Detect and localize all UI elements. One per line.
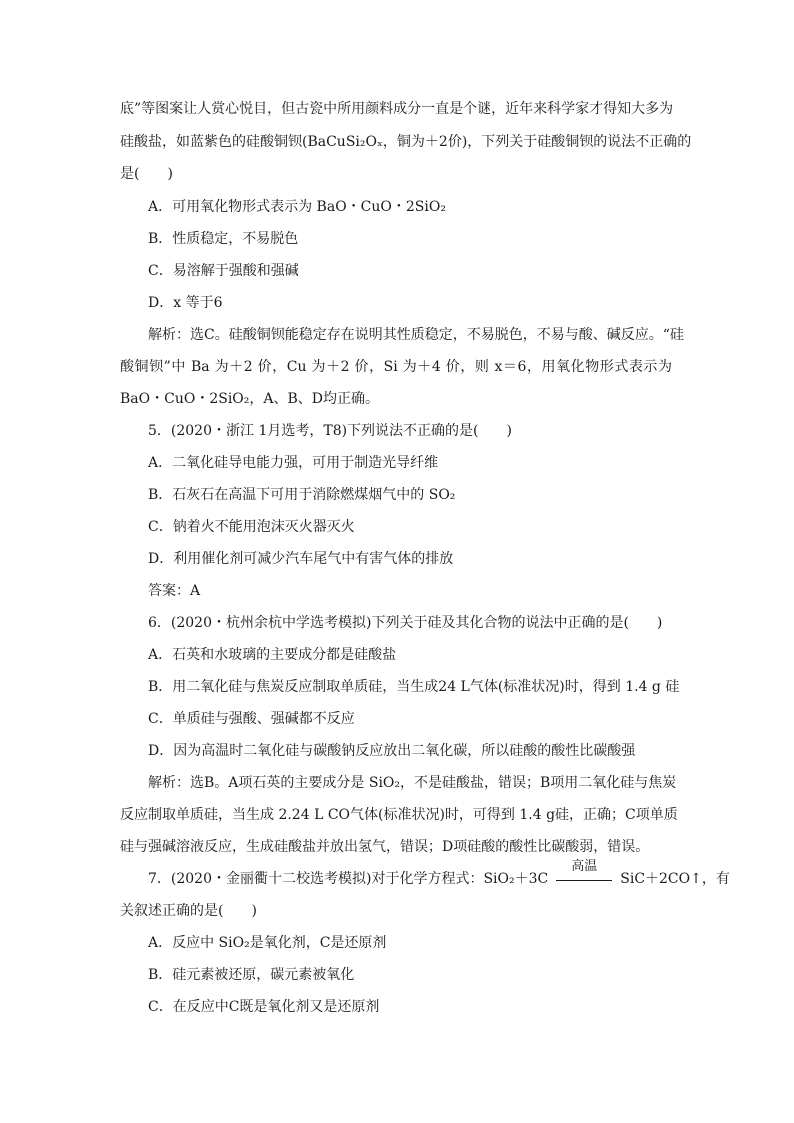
q6-analysis-line-3: 硅与强碱溶液反应，生成硅酸盐并放出氢气，错误；D项硅酸的酸性比碳酸弱，错误。 — [120, 839, 650, 855]
q5-option-c: C．钠着火不能用泡沫灭火器灭火 — [148, 519, 355, 535]
q7-stem-line-2: 关叙述正确的是( ) — [120, 903, 257, 919]
q6-analysis-line-2: 反应制取单质硅，当生成 2.24 L CO气体(标准状况)时，可得到 1.4 g硅，正确；C项单质 — [120, 807, 678, 823]
q7-option-c: C．在反应中C既是氧化剂又是还原剂 — [148, 999, 380, 1015]
q6-analysis-line-1: 解析：选B。A项石英的主要成分是 SiO₂，不是硅酸盐，错误；B项用二氧化硅与焦炭 — [148, 775, 677, 791]
q5-option-a: A．二氧化硅导电能力强，可用于制造光导纤维 — [148, 455, 439, 471]
q7-stem-after: SiC＋2CO↑，有 — [620, 871, 730, 887]
q6-option-b: B．用二氧化硅与焦炭反应制取单质硅，当生成24 L气体(标准状况)时，得到 1.4 g 硅 — [148, 679, 680, 695]
q7-option-b: B．硅元素被还原，碳元素被氧化 — [148, 967, 355, 983]
q5-stem: 5．(2020・浙江 1月选考，T8)下列说法不正确的是( ) — [148, 423, 512, 439]
intro-line-1: 底”等图案让人赏心悦目，但古瓷中所用颜料成分一直是个谜，近年来科学家才得知大多为 — [120, 101, 674, 117]
q7-option-a: A．反应中 SiO₂是氧化剂，C是还原剂 — [148, 935, 387, 951]
intro-line-3: 是( ) — [120, 166, 173, 182]
q5-option-b: B．石灰石在高温下可用于消除燃煤烟气中的 SO₂ — [148, 487, 456, 503]
q4-analysis-line-1: 解析：选C。硅酸铜钡能稳定存在说明其性质稳定，不易脱色，不易与酸、碱反应。“硅 — [148, 327, 684, 343]
q4-option-d: D．x 等于6 — [148, 295, 223, 311]
intro-line-2: 硅酸盐，如蓝紫色的硅酸铜钡(BaCuSi₂Oₓ，铜为＋2价)，下列关于硅酸铜钡的说法不正确的 — [120, 134, 692, 150]
q4-analysis-line-3: BaO・CuO・2SiO₂，A、B、D均正确。 — [120, 391, 380, 407]
q7-stem-line-1 — [148, 859, 730, 889]
q4-option-b: B．性质稳定，不易脱色 — [148, 231, 299, 247]
q5-answer: 答案：A — [148, 583, 201, 599]
q5-option-d: D．利用催化剂可减少汽车尾气中有害气体的排放 — [148, 551, 454, 567]
q4-option-a: A．可用氧化物形式表示为 BaO・CuO・2SiO₂ — [148, 199, 446, 215]
q6-option-c: C．单质硅与强酸、强碱都不反应 — [148, 711, 355, 727]
q4-analysis-line-2: 酸铜钡”中 Ba 为＋2 价，Cu 为＋2 价，Si 为＋4 价，则 x＝6，用氧化物形式表示为 — [120, 359, 672, 375]
q4-option-c: C．易溶解于强酸和强碱 — [148, 263, 299, 279]
reaction-equals-bar — [556, 880, 612, 881]
reaction-condition-arrow — [556, 859, 612, 889]
reaction-condition-label: 高温 — [571, 859, 598, 874]
q7-stem-before: 7．(2020・金丽衢十二校选考模拟)对于化学方程式：SiO₂＋3C — [148, 871, 549, 887]
q6-option-d: D．因为高温时二氧化硅与碳酸钠反应放出二氧化碳，所以硅酸的酸性比碳酸强 — [148, 743, 636, 759]
q6-stem: 6．(2020・杭州余杭中学选考模拟)下列关于硅及其化合物的说法中正确的是( ) — [148, 615, 663, 631]
q6-option-a: A．石英和水玻璃的主要成分都是硅酸盐 — [148, 647, 397, 663]
